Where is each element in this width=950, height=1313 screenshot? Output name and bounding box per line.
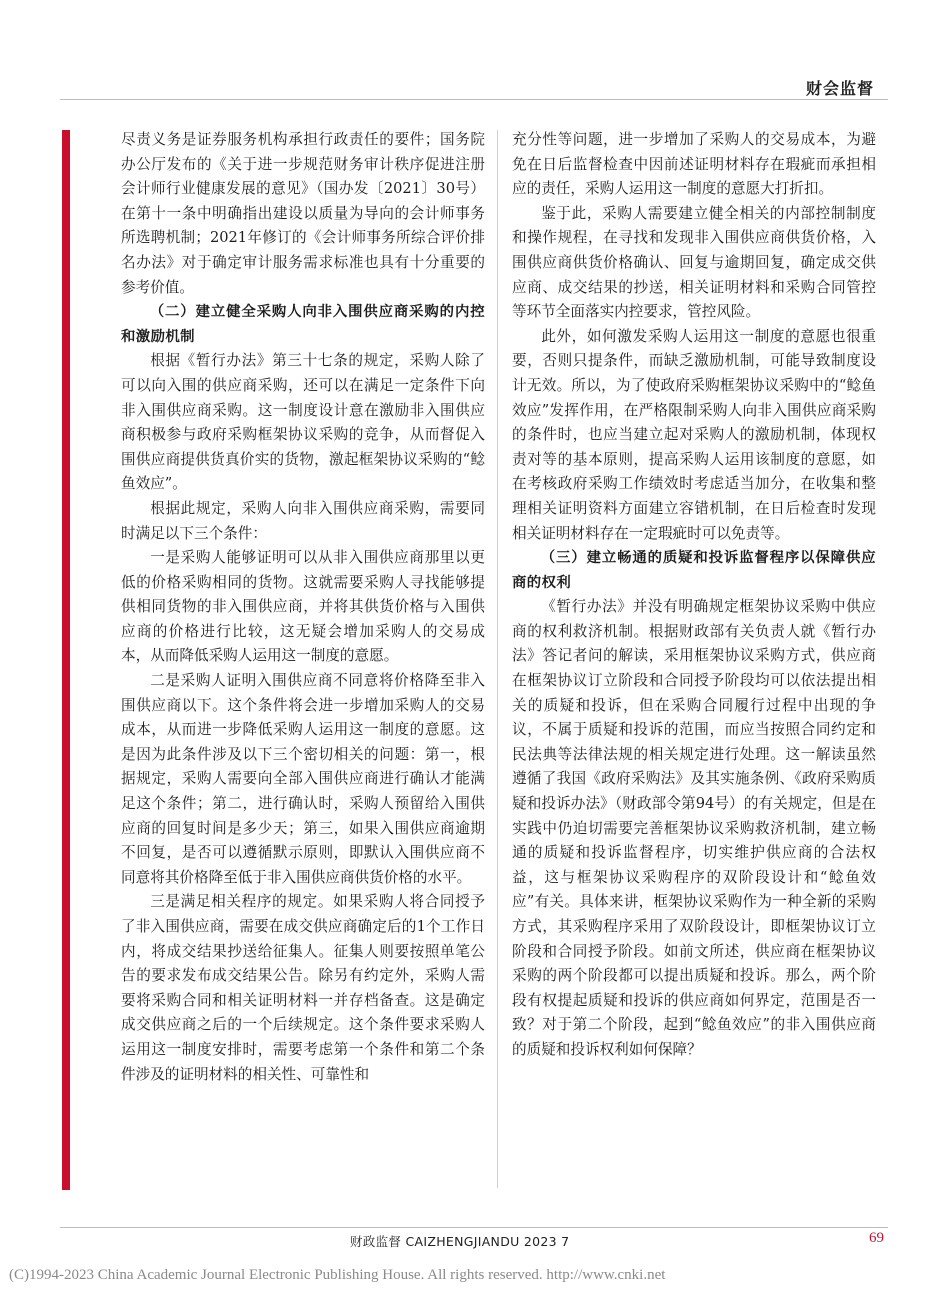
body-paragraph: 尽责义务是证券服务机构承担行政责任的要件；国务院办公厅发布的《关于进一步规范财务审计秩序促进注册会计师行业健康发展的意见》（国办发〔2021〕30号）在第十一条中明确指出建设以质量为导向的会计师事务所选聘机制；2021年修订的《会计师事务所综合评价排名办法》对于确定审计服务需求标准也具有十分重要的参考价值。 <box>121 131 485 296</box>
column-divider <box>497 130 498 1188</box>
right-text-column <box>512 128 876 1063</box>
body-paragraph: 一是采购人能够证明可以从非入围供应商那里以更低的价格采购相同的货物。这就需要采购人寻找能够提供相同货物的非入围供应商，并将其供货价格与入围供应商的价格进行比较，这无疑会增加采购人的交易成本，从而降低采购人运用这一制度的意愿。 <box>121 549 485 665</box>
body-paragraph: 根据《暂行办法》第三十七条的规定，采购人除了可以向入围的供应商采购，还可以在满足一定条件下向非入围供应商采购。这一制度设计意在激励非入围供应商积极参与政府采购框架协议采购的竞争，从而督促入围供应商提供货真价实的货物，激起框架协议采购的“鲶鱼效应”。 <box>121 352 485 493</box>
page-number: 69 <box>869 1230 884 1246</box>
body-paragraph: 此外，如何激发采购人运用这一制度的意愿也很重要，否则只提条件，而缺乏激励机制，可能导致制度设计无效。所以，为了使政府采购框架协议采购中的“鲶鱼效应”发挥作用，在严格限制采购人向非入围供应商采购的条件时，也应当建立起对采购人的激励机制，体现权责对等的基本原则，提高采购人运用该制度的意愿，如在考核政府采购工作绩效时考虑适当加分，在收集和整理相关证明资料方面建立容错机制，在日后检查时发现相关证明材料存在一定瑕疵时可以免责等。 <box>512 327 876 542</box>
copyright-notice: (C)1994-2023 China Academic Journal Electronic Publishing House. All rights reserved. http://www.cnki.net <box>9 1267 666 1283</box>
section-heading: （三）建立畅通的质疑和投诉监督程序以保障供应商的权利 <box>512 550 876 591</box>
section-heading: （二）建立健全采购人向非入围供应商采购的内控和激励机制 <box>121 304 485 345</box>
body-paragraph: 根据此规定，采购人向非入围供应商采购，需要同时满足以下三个条件： <box>121 499 485 542</box>
accent-red-bar <box>62 130 70 1190</box>
body-paragraph: 三是满足相关程序的规定。如果采购人将合同授予了非入围供应商，需要在成交供应商确定后的1个工作日内，将成交结果抄送给征集人。征集人则要按照单笔公告的要求发布成交结果公告。除另有约定外，采购人需要将采购合同和相关证明材料一并存档备查。这是确定成交供应商之后的一个后续规定。这个条件要求采购人运用这一制度安排时，需要考虑第一个条件和第二个条件涉及的证明材料的相关性、可靠性和 <box>121 893 485 1083</box>
body-paragraph: 二是采购人证明入围供应商不同意将价格降至非入围供应商以下。这个条件将会进一步增加采购人的交易成本，从而进一步降低采购人运用这一制度的意愿。这是因为此条件涉及以下三个密切相关的问题：第一，根据规定，采购人需要向全部入围供应商进行确认才能满足这个条件；第二，进行确认时，采购人预留给入围供应商的回复时间是多少天；第三，如果入围供应商逾期不回复，是否可以遵循默示原则，即默认入围供应商不同意将其价格降至低于非入围供应商供货价格的水平。 <box>121 672 485 886</box>
left-text-column <box>121 128 485 1087</box>
footer-rule <box>60 1227 888 1228</box>
header-rule <box>60 99 888 100</box>
footer-journal-line: 财政监督 CAIZHENGJIANDU 2023 7 <box>350 1234 570 1249</box>
body-paragraph: 《暂行办法》并没有明确规定框架协议采购中供应商的权利救济机制。根据财政部有关负责人就《暂行办法》答记者问的解读，采用框架协议采购方式，供应商在框架协议订立阶段和合同授予阶段均可以依法提出相关的质疑和投诉，但在采购合同履行过程中出现的争议，不属于质疑和投诉的范围，而应当按照合同约定和民法典等法律法规的相关规定进行处理。这一解读虽然遵循了我国《政府采购法》及其实施条例、《政府采购质疑和投诉办法》（财政部令第94号）的有关规定，但是在实践中仍迫切需要完善框架协议采购救济机制，建立畅通的质疑和投诉监督程序，切实维护供应商的合法权益，这与框架协议采购程序的双阶段设计和“鲶鱼效应”有关。具体来讲，框架协议采购作为一种全新的采购方式，其采购程序采用了双阶段设计，即框架协议订立阶段和合同授予阶段。如前文所述，供应商在框架协议采购的两个阶段都可以提出质疑和投诉。那么，两个阶段有权提起质疑和投诉的供应商如何界定，范围是否一致？对于第二个阶段，起到“鲶鱼效应”的非入围供应商的质疑和投诉权利如何保障？ <box>512 598 876 1058</box>
section-header-title: 财会监督 <box>805 79 874 98</box>
body-paragraph: 充分性等问题，进一步增加了采购人的交易成本，为避免在日后监督检查中因前述证明材料存在瑕疵而承担相应的责任，采购人运用这一制度的意愿大打折扣。 <box>512 131 876 198</box>
body-paragraph: 鉴于此，采购人需要建立健全相关的内部控制制度和操作规程，在寻找和发现非入围供应商供货价格，入围供应商供货价格确认、回复与逾期回复，确定成交供应商、成交结果的抄送，相关证明材料和采购合同管控等环节全面落实内控要求，管控风险。 <box>512 204 876 321</box>
